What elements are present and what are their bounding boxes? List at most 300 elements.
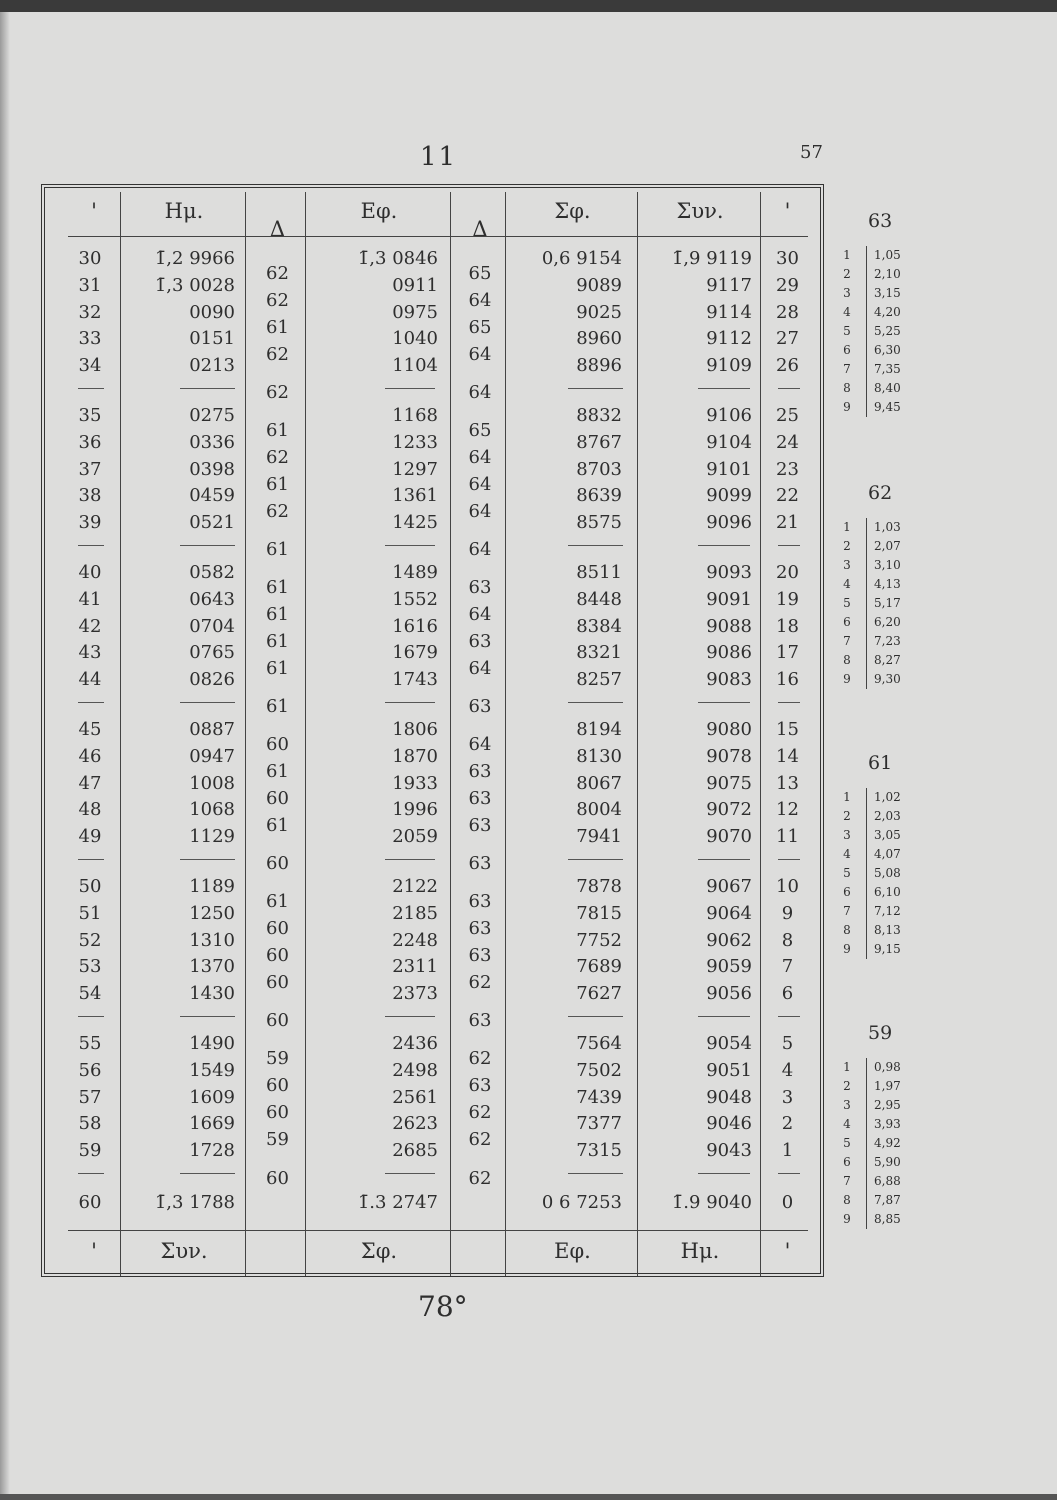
pp-head: 61: [868, 752, 893, 774]
minute-left: 58: [78, 1113, 102, 1135]
column-header: Ημ.: [164, 199, 204, 223]
pp-multiplier: 1: [843, 1060, 851, 1074]
delta-tan: 62: [468, 1048, 492, 1070]
center-mark: 11: [420, 142, 458, 172]
sin-value: 1490: [189, 1033, 235, 1054]
pp-multiplier: 4: [843, 1117, 851, 1131]
delta-tan: 63: [468, 1010, 492, 1032]
pp-multiplier: 9: [843, 1212, 851, 1226]
minute-left: 60: [78, 1192, 102, 1213]
sin-value: 1129: [189, 826, 235, 848]
pp-multiplier: 2: [843, 539, 851, 553]
sin-value: 0521: [189, 512, 235, 534]
delta-sin: 62: [266, 382, 289, 404]
minute-right: 27: [776, 328, 799, 350]
column-footer: Συν.: [160, 1239, 208, 1263]
minute-left: 44: [78, 669, 102, 691]
delta-tan: 64: [468, 657, 492, 679]
tan-value: 1̄.3 2747: [357, 1192, 438, 1213]
block-separator: [180, 545, 235, 546]
pp-multiplier: 8: [843, 381, 851, 395]
cot-value: 7377: [576, 1113, 622, 1135]
minute-right: 13: [776, 772, 799, 794]
tan-value: 2561: [392, 1086, 438, 1108]
sin-value: 0826: [189, 669, 235, 691]
delta-sin: 61: [266, 420, 289, 442]
pp-head: 63: [868, 210, 893, 232]
delta-sin: 61: [266, 814, 289, 836]
minute-left: 38: [78, 485, 102, 507]
pp-multiplier: 3: [843, 1098, 851, 1112]
block-separator: [698, 388, 750, 389]
cot-value: 8194: [576, 719, 622, 740]
sin-value: 0887: [189, 719, 235, 740]
delta-tan: 64: [468, 382, 492, 404]
delta-tan: 64: [468, 539, 492, 561]
pp-divider: [866, 518, 867, 689]
tan-value: 1870: [392, 745, 438, 767]
pp-multiplier: 5: [843, 324, 851, 338]
page-bottom-edge: [0, 1494, 1057, 1500]
delta-tan: 63: [468, 891, 492, 913]
cos-value: 9075: [706, 772, 752, 794]
minute-left: 33: [78, 328, 102, 350]
column-header: ': [784, 199, 791, 223]
pp-value: 2,10: [874, 267, 901, 281]
minute-right: 22: [776, 485, 799, 507]
delta-sin: 61: [266, 539, 289, 561]
minute-right: 6: [781, 983, 794, 1005]
pp-multiplier: 4: [843, 847, 851, 861]
minute-left: 30: [78, 248, 102, 269]
delta-sin: 61: [266, 317, 289, 338]
minute-right: 2: [781, 1113, 794, 1135]
pp-multiplier: 8: [843, 1193, 851, 1207]
column-divider: [120, 192, 121, 1276]
delta-tan: 63: [468, 814, 492, 836]
minute-left: 45: [78, 719, 102, 740]
block-separator: [78, 388, 104, 389]
sin-value: 0275: [189, 405, 235, 426]
minute-left: 54: [78, 983, 102, 1005]
sin-value: 1549: [189, 1059, 235, 1081]
column-footer: Ημ.: [680, 1239, 720, 1263]
cot-value: 8896: [576, 355, 622, 377]
pp-value: 1,05: [874, 248, 901, 262]
column-header: Συν.: [676, 199, 724, 223]
pp-value: 6,10: [874, 885, 901, 899]
minute-left: 51: [78, 902, 102, 924]
tan-value: 1425: [392, 512, 438, 534]
sin-value: 1189: [189, 876, 235, 897]
pp-value: 2,07: [874, 539, 901, 553]
cot-value: 7941: [576, 826, 622, 848]
cos-value: 9099: [706, 485, 752, 507]
cos-value: 9086: [706, 642, 752, 664]
minute-left: 43: [78, 642, 102, 664]
pp-multiplier: 3: [843, 286, 851, 300]
delta-tan: 64: [468, 447, 492, 469]
cot-value: 8067: [576, 772, 622, 794]
minute-right: 18: [776, 615, 799, 637]
pp-multiplier: 1: [843, 248, 851, 262]
block-separator: [778, 702, 800, 703]
cos-value: 9088: [706, 615, 752, 637]
block-separator: [385, 859, 435, 860]
delta-tan: 64: [468, 734, 492, 756]
minute-right: 3: [781, 1086, 794, 1108]
pp-value: 7,35: [874, 362, 901, 376]
delta-tan: 64: [468, 474, 492, 495]
page-left-edge: [0, 12, 10, 1500]
minute-right: 15: [776, 719, 799, 740]
pp-value: 7,23: [874, 634, 901, 648]
cos-value: 9059: [706, 956, 752, 978]
cot-value: 8321: [576, 642, 622, 664]
pp-value: 1,03: [874, 520, 901, 534]
pp-value: 4,92: [874, 1136, 901, 1150]
delta-tan: 63: [468, 853, 492, 875]
cot-value: 8004: [576, 799, 622, 821]
sin-value: 0398: [189, 458, 235, 480]
cot-value: 7502: [576, 1059, 622, 1081]
tan-value: 2373: [392, 983, 438, 1005]
pp-value: 8,40: [874, 381, 901, 395]
pp-multiplier: 7: [843, 634, 851, 648]
minute-right: 26: [776, 355, 799, 377]
minute-left: 48: [78, 799, 102, 821]
minute-left: 52: [78, 929, 102, 951]
pp-value: 9,30: [874, 672, 901, 686]
tan-value: 1361: [392, 485, 438, 507]
sin-value: 1728: [189, 1140, 235, 1162]
cos-value: 9109: [706, 355, 752, 377]
pp-multiplier: 5: [843, 866, 851, 880]
cot-value: 8832: [576, 405, 622, 426]
tan-value: 1996: [392, 799, 438, 821]
pp-multiplier: 6: [843, 885, 851, 899]
pp-multiplier: 3: [843, 558, 851, 572]
sin-value: 1370: [189, 956, 235, 978]
delta-sin: 62: [266, 343, 289, 365]
delta-tan: 63: [468, 761, 492, 783]
minute-left: 42: [78, 615, 102, 637]
block-separator: [385, 1016, 435, 1017]
pp-value: 1,97: [874, 1079, 901, 1093]
cos-value: 1̄,9 9119: [671, 248, 752, 269]
minute-right: 1: [781, 1140, 794, 1162]
cot-value: 8703: [576, 458, 622, 480]
minute-right: 20: [776, 562, 799, 583]
cot-value: 7627: [576, 983, 622, 1005]
block-separator: [568, 1173, 623, 1174]
pp-multiplier: 2: [843, 809, 851, 823]
pp-head: 59: [868, 1022, 893, 1044]
delta-sin: 59: [266, 1048, 289, 1070]
pp-head: 62: [868, 482, 893, 504]
delta-sin: 62: [266, 290, 289, 312]
cot-value: 7878: [576, 876, 622, 897]
cos-value: 9043: [706, 1140, 752, 1162]
cot-value: 7439: [576, 1086, 622, 1108]
sin-value: 1̄,2 9966: [154, 248, 235, 269]
pp-value: 6,30: [874, 343, 901, 357]
pp-multiplier: 7: [843, 362, 851, 376]
sin-value: 1068: [189, 799, 235, 821]
pp-multiplier: 9: [843, 400, 851, 414]
column-header: Δ: [269, 217, 286, 241]
pp-value: 3,93: [874, 1117, 901, 1131]
cos-value: 9101: [706, 458, 752, 480]
minute-left: 34: [78, 355, 102, 377]
column-header: ': [91, 199, 97, 223]
block-separator: [568, 1016, 623, 1017]
minute-left: 59: [78, 1140, 102, 1162]
cos-value: 9070: [706, 826, 752, 848]
cos-value: 9051: [706, 1059, 752, 1081]
minute-left: 31: [78, 274, 102, 296]
cot-value: 9025: [576, 301, 622, 323]
delta-tan: 64: [468, 604, 492, 626]
pp-multiplier: 9: [843, 672, 851, 686]
block-separator: [778, 388, 800, 389]
delta-sin: 61: [266, 604, 289, 626]
cot-value: 8130: [576, 745, 622, 767]
minute-right: 16: [776, 669, 799, 691]
pp-divider: [866, 788, 867, 959]
sin-value: 0582: [189, 562, 235, 583]
delta-sin: 60: [266, 1075, 289, 1097]
delta-sin: 62: [266, 263, 289, 285]
delta-tan: 63: [468, 788, 492, 809]
pp-value: 5,25: [874, 324, 901, 338]
pp-multiplier: 1: [843, 520, 851, 534]
cot-value: 8448: [576, 588, 622, 610]
minute-right: 17: [776, 642, 799, 664]
tan-value: 1679: [392, 642, 438, 664]
pp-multiplier: 8: [843, 923, 851, 937]
cos-value: 9112: [706, 328, 752, 350]
pp-multiplier: 3: [843, 828, 851, 842]
page-top-edge: [0, 0, 1057, 12]
column-header: Δ: [472, 217, 488, 241]
tan-value: 1040: [392, 328, 438, 350]
minute-left: 55: [78, 1033, 102, 1054]
tan-value: 1933: [392, 772, 438, 794]
cos-value: 9078: [706, 745, 752, 767]
block-separator: [180, 702, 235, 703]
column-footer: Εφ.: [554, 1239, 591, 1263]
minute-left: 32: [78, 301, 102, 323]
minute-right: 5: [781, 1033, 794, 1054]
delta-tan: 65: [468, 263, 492, 285]
cos-value: 9093: [706, 562, 752, 583]
cot-value: 0,6 9154: [541, 248, 622, 269]
block-separator: [180, 1173, 235, 1174]
sin-value: 0947: [189, 745, 235, 767]
pp-multiplier: 8: [843, 653, 851, 667]
column-divider: [637, 192, 638, 1276]
pp-value: 8,27: [874, 653, 901, 667]
delta-tan: 64: [468, 343, 492, 365]
sin-value: 0213: [189, 355, 235, 377]
minute-right: 11: [776, 826, 799, 848]
delta-sin: 61: [266, 761, 289, 783]
column-divider: [450, 192, 451, 1276]
pp-multiplier: 1: [843, 790, 851, 804]
minute-right: 4: [781, 1059, 794, 1081]
block-separator: [698, 545, 750, 546]
delta-sin: 59: [266, 1128, 289, 1150]
pp-value: 1,02: [874, 790, 901, 804]
column-header: Εφ.: [360, 199, 398, 223]
block-separator: [698, 702, 750, 703]
block-separator: [385, 545, 435, 546]
delta-tan: 63: [468, 918, 492, 940]
tan-value: 1233: [392, 431, 438, 453]
minute-right: 8: [781, 929, 794, 951]
delta-sin: 61: [266, 657, 289, 679]
cos-value: 9067: [706, 876, 752, 897]
tan-value: 1743: [392, 669, 438, 691]
block-separator: [78, 1173, 104, 1174]
minute-left: 57: [78, 1086, 102, 1108]
cos-value: 9106: [706, 405, 752, 426]
minute-right: 19: [776, 588, 799, 610]
pp-multiplier: 2: [843, 267, 851, 281]
tan-value: 1297: [392, 458, 438, 480]
tan-value: 2311: [392, 956, 438, 978]
pp-multiplier: 6: [843, 343, 851, 357]
delta-tan: 63: [468, 1075, 492, 1097]
pp-value: 3,05: [874, 828, 901, 842]
pp-multiplier: 5: [843, 1136, 851, 1150]
sin-value: 0090: [189, 301, 235, 323]
pp-value: 3,15: [874, 286, 901, 300]
cot-value: 7564: [576, 1033, 622, 1054]
sin-value: 1310: [189, 929, 235, 951]
column-divider: [305, 192, 306, 1276]
block-separator: [568, 545, 623, 546]
sin-value: 1609: [189, 1086, 235, 1108]
delta-sin: 60: [266, 734, 289, 756]
cot-value: 8384: [576, 615, 622, 637]
delta-sin: 60: [266, 788, 289, 809]
pp-divider: [866, 246, 867, 417]
pp-value: 4,20: [874, 305, 901, 319]
tan-value: 1552: [392, 588, 438, 610]
cos-value: 9117: [706, 274, 752, 296]
tan-value: 2185: [392, 902, 438, 924]
block-separator: [78, 545, 104, 546]
cot-value: 8767: [576, 431, 622, 453]
minute-right: 30: [776, 248, 799, 269]
cot-value: 7752: [576, 929, 622, 951]
minute-left: 40: [78, 562, 102, 583]
block-separator: [778, 1173, 800, 1174]
tan-value: 1616: [392, 615, 438, 637]
block-separator: [385, 702, 435, 703]
header-rule: [68, 236, 808, 237]
block-separator: [778, 545, 800, 546]
column-footer: Σφ.: [360, 1239, 398, 1263]
sin-value: 1̄,3 1788: [154, 1192, 235, 1213]
column-divider: [505, 192, 506, 1276]
pp-value: 2,95: [874, 1098, 901, 1112]
block-separator: [385, 1173, 435, 1174]
pp-multiplier: 2: [843, 1079, 851, 1093]
minute-right: 0: [781, 1192, 794, 1213]
sin-value: 0643: [189, 588, 235, 610]
cos-value: 9048: [706, 1086, 752, 1108]
sin-value: 0704: [189, 615, 235, 637]
tan-value: 1104: [392, 355, 438, 377]
sin-value: 0151: [189, 328, 235, 350]
sin-value: 0336: [189, 431, 235, 453]
minute-left: 46: [78, 745, 102, 767]
block-separator: [778, 859, 800, 860]
pp-value: 2,03: [874, 809, 901, 823]
tan-value: 2498: [392, 1059, 438, 1081]
block-separator: [568, 702, 623, 703]
cot-value: 7689: [576, 956, 622, 978]
sin-value: 0459: [189, 485, 235, 507]
delta-sin: 60: [266, 971, 289, 993]
pp-value: 3,10: [874, 558, 901, 572]
footer-rule: [68, 1230, 808, 1231]
tan-value: 1168: [392, 405, 438, 426]
minute-right: 29: [776, 274, 799, 296]
pp-multiplier: 4: [843, 577, 851, 591]
delta-sin: 61: [266, 474, 289, 495]
block-separator: [568, 859, 623, 860]
delta-tan: 64: [468, 500, 492, 522]
column-footer: ': [784, 1239, 791, 1263]
minute-right: 28: [776, 301, 799, 323]
delta-tan: 65: [468, 420, 492, 442]
minute-right: 23: [776, 458, 799, 480]
block-separator: [180, 1016, 235, 1017]
column-footer: ': [91, 1239, 97, 1263]
minute-right: 12: [776, 799, 799, 821]
tan-value: 2623: [392, 1113, 438, 1135]
cot-value: 0 6 7253: [541, 1192, 622, 1213]
block-separator: [78, 702, 104, 703]
block-separator: [778, 1016, 800, 1017]
minute-left: 47: [78, 772, 102, 794]
cos-value: 9056: [706, 983, 752, 1005]
cos-value: 9096: [706, 512, 752, 534]
tan-value: 0975: [392, 301, 438, 323]
pp-multiplier: 7: [843, 1174, 851, 1188]
delta-tan: 63: [468, 945, 492, 966]
cot-value: 8575: [576, 512, 622, 534]
pp-value: 8,85: [874, 1212, 901, 1226]
tan-value: 2436: [392, 1033, 438, 1054]
block-separator: [568, 388, 623, 389]
pp-value: 5,08: [874, 866, 901, 880]
delta-tan: 65: [468, 317, 492, 338]
tan-value: 1489: [392, 562, 438, 583]
sin-value: 1̄,3 0028: [154, 274, 235, 296]
tan-value: 0911: [392, 274, 438, 296]
cos-value: 9062: [706, 929, 752, 951]
minute-left: 53: [78, 956, 102, 978]
tan-value: 2685: [392, 1140, 438, 1162]
cot-value: 8257: [576, 669, 622, 691]
pp-multiplier: 7: [843, 904, 851, 918]
cos-value: 9072: [706, 799, 752, 821]
